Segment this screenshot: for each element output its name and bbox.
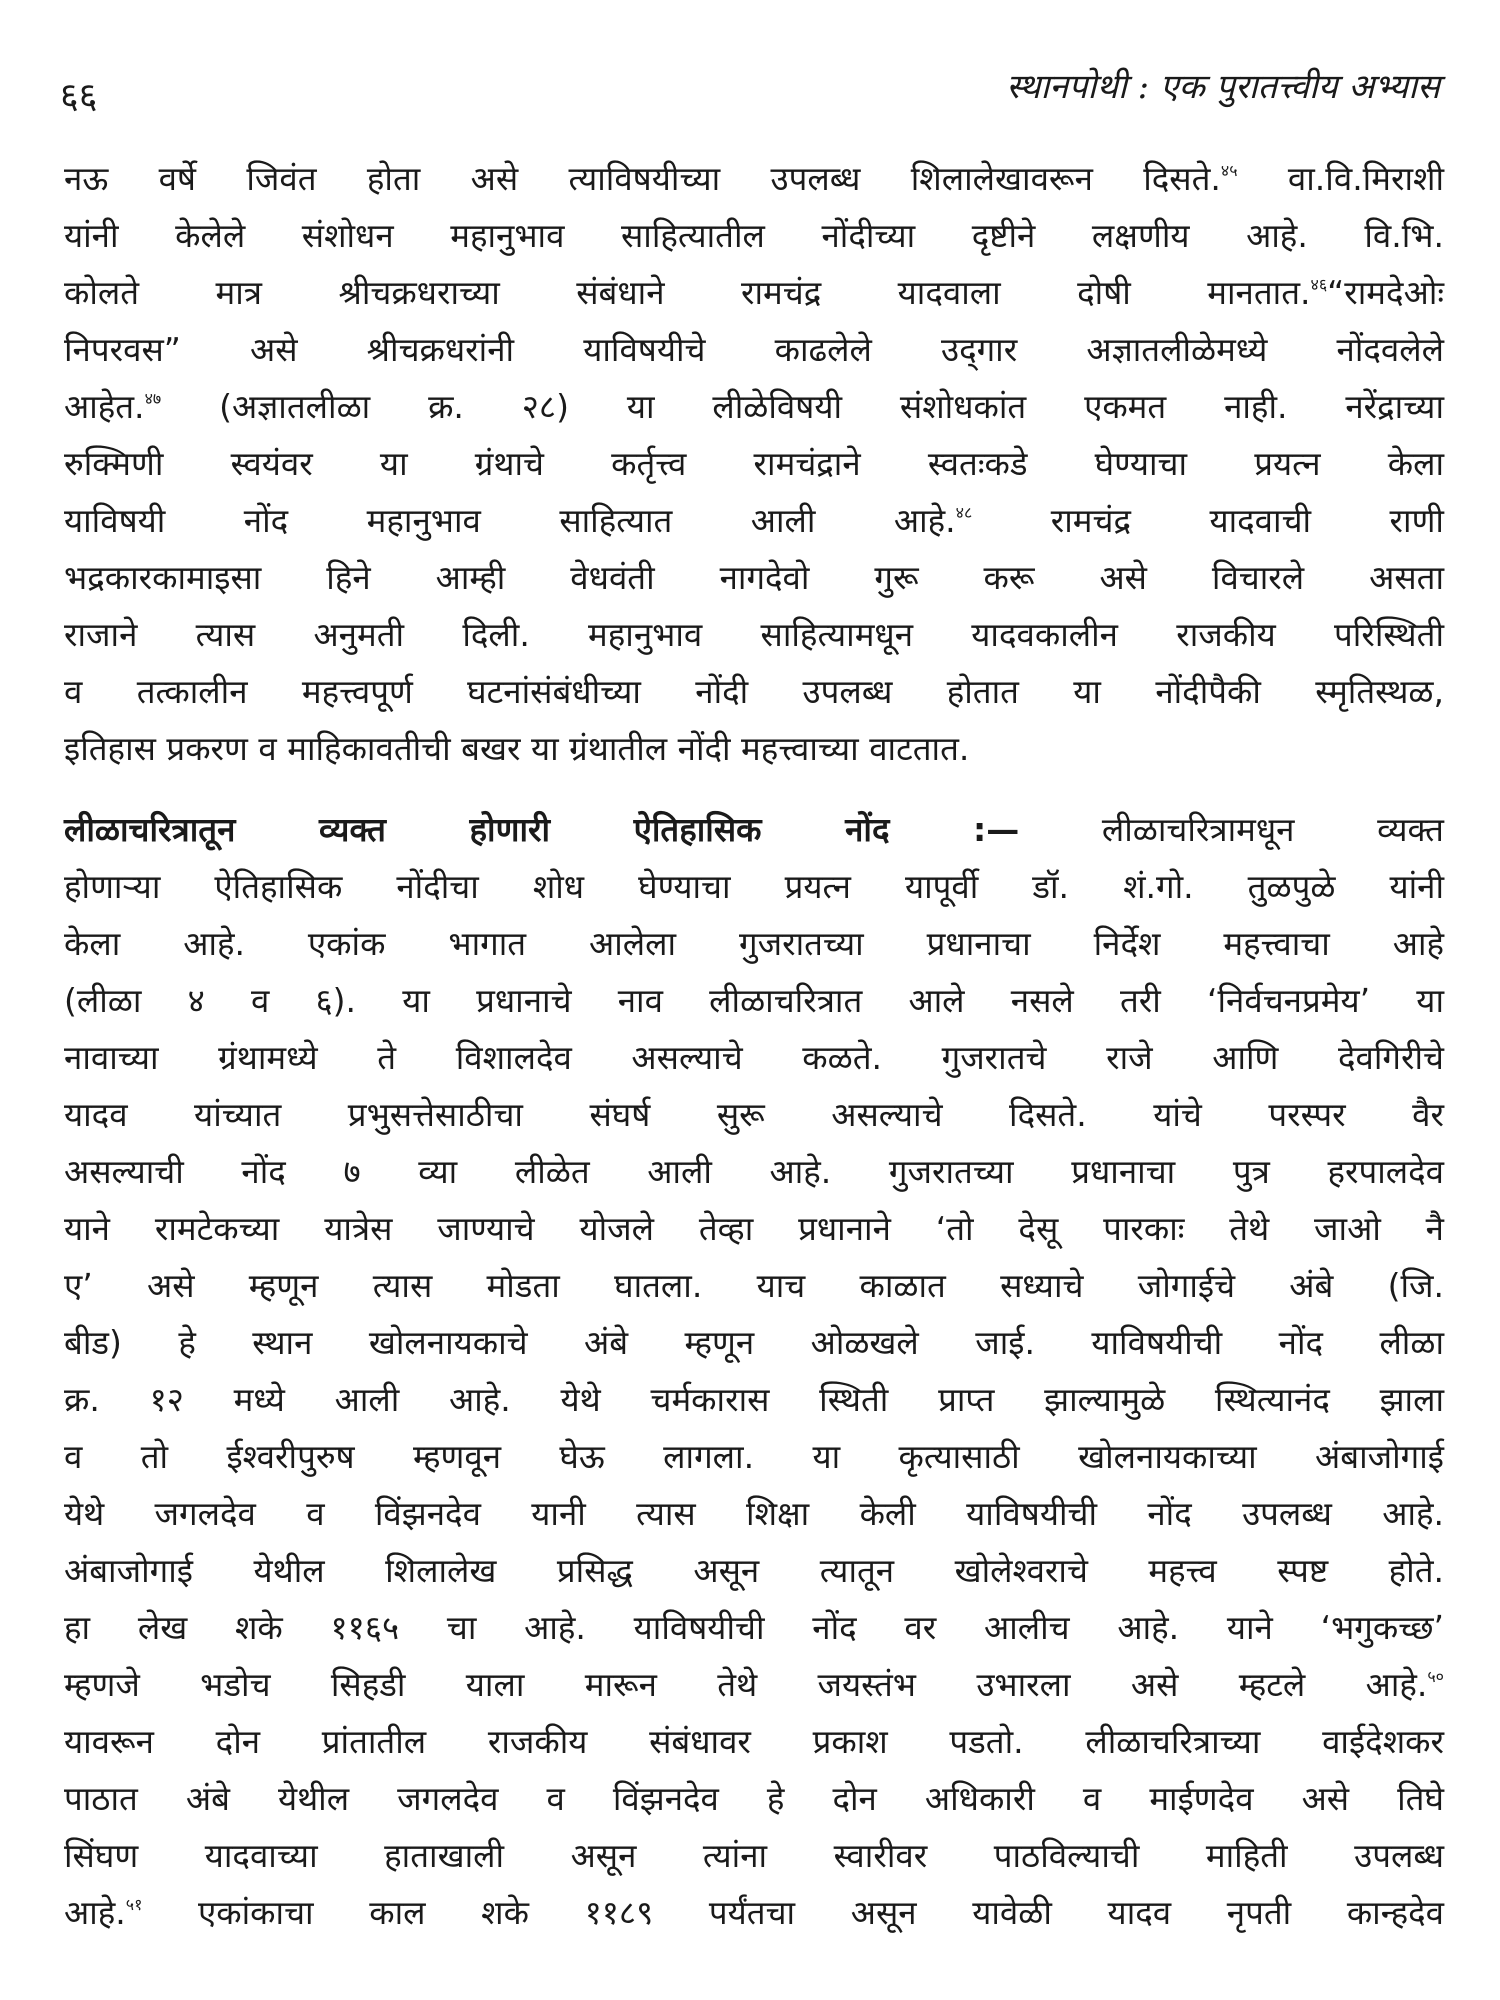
running-title: स्थानपोथी : एक पुरातत्त्वीय अभ्यास	[1006, 67, 1440, 107]
text-segment: “रामदेओः	[1327, 273, 1444, 312]
text-line	[64, 1086, 1444, 1143]
text-segment: भद्रकारकामाइसा हिने आम्ही वेधवंती नागदेवो गुरू करू असे विचारले असता	[64, 558, 1444, 597]
text-segment: पाठात अंबे येथील जगलदेव व विंझनदेव हे दोन अधिकारी व माईणदेव असे तिघे	[64, 1779, 1444, 1818]
text-segment: अंबाजोगाई येथील शिलालेख प्रसिद्ध असून त्यातून खोलेश्वराचे महत्त्व स्पष्ट होते.	[64, 1551, 1444, 1590]
text-line	[64, 1371, 1444, 1428]
text-segment: येथे जगलदेव व विंझनदेव यानी त्यास शिक्षा केली याविषयीची नोंद उपलब्ध आहे.	[64, 1494, 1444, 1533]
text-segment: आहे.	[64, 1893, 126, 1932]
text-segment: इतिहास प्रकरण व माहिकावतीची बखर या ग्रंथातील नोंदी महत्त्वाच्या वाटतात.	[64, 729, 970, 768]
text-segment: आहेत.	[64, 387, 145, 426]
text-line	[64, 1257, 1444, 1314]
text-line	[64, 378, 1444, 435]
text-line	[64, 207, 1444, 264]
text-segment: रुक्मिणी स्वयंवर या ग्रंथाचे कर्तृत्त्व रामचंद्राने स्वतःकडे घेण्याचा प्रयत्न केला	[64, 444, 1444, 483]
text-segment: राजाने त्यास अनुमती दिली. महानुभाव साहित्यामधून यादवकालीन राजकीय परिस्थिती	[64, 615, 1444, 654]
text-segment: असल्याची नोंद ७ व्या लीळेत आली आहे. गुजरातच्या प्रधानाचा पुत्र हरपालदेव	[64, 1152, 1444, 1191]
text-segment: होणाऱ्या ऐतिहासिक नोंदीचा शोध घेण्याचा प्रयत्न यापूर्वी डॉ. शं.गो. तुळपुळे यांनी	[64, 867, 1444, 906]
text-segment: रामचंद्र यादवाची राणी	[972, 501, 1444, 540]
text-segment: ए’ असे म्हणून त्यास मोडता घातला. याच काळात सध्याचे जोगाईचे अंबे (जि.	[64, 1266, 1444, 1305]
page-header	[60, 62, 1440, 117]
text-line	[64, 1542, 1444, 1599]
text-line	[64, 1599, 1444, 1656]
text-line	[64, 1029, 1444, 1086]
text-segment: नावाच्या ग्रंथामध्ये ते विशालदेव असल्याचे कळते. गुजरातचे राजे आणि देवगिरीचे	[64, 1038, 1444, 1077]
text-segment: केला आहे. एकांक भागात आलेला गुजरातच्या प्रधानाचा निर्देश महत्त्वाचा आहे	[64, 924, 1444, 963]
footnote-marker: ४८	[955, 503, 973, 522]
text-line	[64, 435, 1444, 492]
section-heading: लीळाचरित्रातून व्यक्त होणारी ऐतिहासिक नोंद :—	[64, 810, 1020, 849]
text-line	[64, 549, 1444, 606]
footnote-marker: ४५	[1220, 161, 1238, 180]
text-line	[64, 492, 1444, 549]
text-line	[64, 1200, 1444, 1257]
text-line	[64, 663, 1444, 720]
text-segment: बीड) हे स्थान खोलनायकाचे अंबे म्हणून ओळखले जाई. याविषयीची नोंद लीळा	[64, 1323, 1444, 1362]
text-segment: म्हणजे भडोच सिहडी याला मारून तेथे जयस्तंभ उभारला असे म्हटले आहे.	[64, 1665, 1428, 1704]
text-line	[64, 1827, 1444, 1884]
text-segment: यादव यांच्यात प्रभुसत्तेसाठीचा संघर्ष सुरू असल्याचे दिसते. यांचे परस्पर वैर	[64, 1095, 1444, 1134]
text-segment: यांनी केलेले संशोधन महानुभाव साहित्यातील नोंदीच्या दृष्टीने लक्षणीय आहे. वि.भि.	[64, 216, 1444, 255]
body-text	[64, 150, 1444, 1941]
text-line	[64, 1656, 1444, 1713]
text-segment: याने रामटेकच्या यात्रेस जाण्याचे योजले तेव्हा प्रधानाने ‘तो देसू पारकाः तेथे जाओ नै	[64, 1209, 1444, 1248]
text-segment: निपरवस” असे श्रीचक्रधरांनी याविषयीचे काढलेले उद्‌गार अज्ञातलीळेमध्ये नोंदवलेले	[64, 330, 1444, 369]
text-segment: याविषयी नोंद महानुभाव साहित्यात आली आहे.	[64, 501, 956, 540]
text-segment: (लीळा ४ व ६). या प्रधानाचे नाव लीळाचरित्रात आले नसले तरी ‘निर्वचनप्रमेय’ या	[64, 981, 1444, 1020]
text-segment: नऊ वर्षे जिवंत होता असे त्याविषयीच्या उपलब्ध शिलालेखावरून दिसते.	[64, 159, 1221, 198]
text-line	[64, 972, 1444, 1029]
text-segment: यावरून दोन प्रांतातील राजकीय संबंधावर प्रकाश पडतो. लीळाचरित्राच्या वाईदेशकर	[64, 1722, 1444, 1761]
text-line	[64, 1143, 1444, 1200]
text-line	[64, 858, 1444, 915]
text-line	[64, 1314, 1444, 1371]
text-line	[64, 1770, 1444, 1827]
text-segment: लीळाचरित्रामधून व्यक्त	[1019, 810, 1444, 849]
text-line	[64, 915, 1444, 972]
text-segment: व तो ईश्वरीपुरुष म्हणवून घेऊ लागला. या कृत्यासाठी खोलनायकाच्या अंबाजोगाई	[64, 1437, 1444, 1476]
text-segment: एकांकाचा काल शके ११८९ पर्यंतचा असून यावेळी यादव नृपती कान्हदेव	[142, 1893, 1444, 1932]
footnote-marker: ४७	[144, 389, 162, 408]
text-segment: सिंघण यादवाच्या हाताखाली असून त्यांना स्वारीवर पाठविल्याची माहिती उपलब्ध	[64, 1836, 1444, 1875]
text-line	[64, 150, 1444, 207]
text-segment: वा.वि.मिराशी	[1237, 159, 1444, 198]
text-line	[64, 720, 1444, 777]
paragraph-2	[64, 801, 1444, 1941]
page-number: ६६	[60, 76, 98, 117]
text-segment: कोलते मात्र श्रीचक्रधराच्या संबंधाने रामचंद्र यादवाला दोषी मानतात.	[64, 273, 1311, 312]
paragraph-1	[64, 150, 1444, 777]
footnote-marker: ५१	[125, 1895, 143, 1914]
text-segment: व तत्कालीन महत्त्वपूर्ण घटनांसंबंधीच्या नोंदी उपलब्ध होतात या नोंदीपैकी स्मृतिस्थळ,	[64, 672, 1444, 711]
text-line	[64, 1884, 1444, 1941]
footnote-marker: ५०	[1427, 1667, 1444, 1686]
text-line	[64, 321, 1444, 378]
text-line	[64, 1485, 1444, 1542]
text-segment: हा लेख शके ११६५ चा आहे. याविषयीची नोंद वर आलीच आहे. याने ‘भगुकच्छ’	[64, 1608, 1444, 1647]
text-line	[64, 606, 1444, 663]
text-segment: (अज्ञातलीळा क्र. २८) या लीळेविषयी संशोधकांत एकमत नाही. नरेंद्राच्या	[161, 387, 1444, 426]
footnote-marker: ४६	[1310, 275, 1328, 294]
text-line	[64, 264, 1444, 321]
text-line	[64, 1713, 1444, 1770]
text-line	[64, 801, 1444, 858]
text-line	[64, 1428, 1444, 1485]
text-segment: क्र. १२ मध्ये आली आहे. येथे चर्मकारास स्थिती प्राप्त झाल्यामुळे स्थित्यानंद झाला	[64, 1380, 1444, 1419]
